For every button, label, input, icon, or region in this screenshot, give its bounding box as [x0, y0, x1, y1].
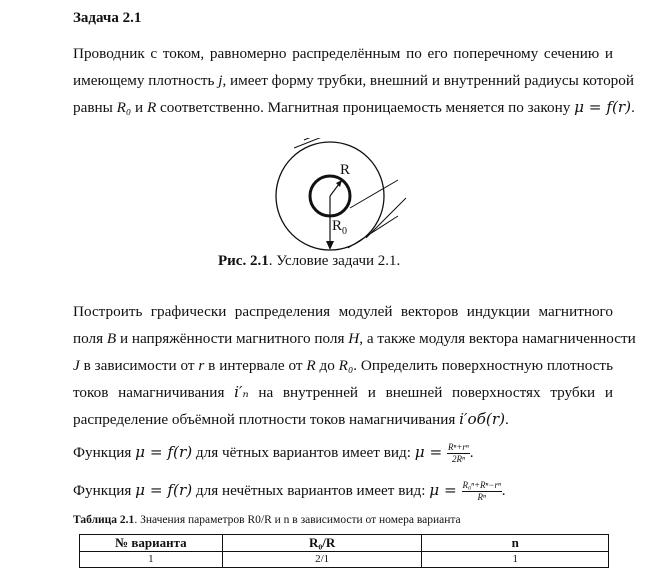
cell-variant: 1 — [80, 552, 223, 568]
intro-paragraph — [73, 40, 635, 121]
task-line-2: поля B и напряжённости магнитного поля H, а также модуля вектора намагниченности — [73, 330, 636, 347]
table-header-row — [80, 535, 609, 552]
radius-r0-arrowhead — [326, 241, 334, 250]
task-line-1: Построить графически распределения модулей векторов индукции магнитного — [73, 303, 613, 320]
tube-line-outer — [348, 216, 398, 248]
tube-line-inner — [350, 180, 398, 208]
table-caption: Таблица 2.1. Значения параметров R0/R и n в зависимости от номера варианта — [73, 514, 461, 526]
figure-caption: Рис. 2.1. Условие задачи 2.1. — [218, 253, 401, 269]
odd-fraction: $\frac{\text{R₀ⁿ+Rⁿ−rⁿ}}{\text{Rⁿ}}$ — [462, 480, 501, 502]
header-variant: № варианта — [80, 535, 223, 552]
table-row — [80, 552, 609, 568]
header-n: n — [422, 535, 609, 552]
intro-line-3: равны R₀ и R соответственно. Магнитная проницаемость меняется по закону μ = f(r). — [73, 98, 635, 116]
intro-line-1: Проводник с током, равномерно распределённым по его поперечному сечению и — [73, 45, 613, 62]
intro-line-2: имеющему плотность j, имеет форму трубки, внешний и внутренний радиусы которой — [73, 72, 634, 89]
tube-cross-section-figure — [248, 138, 418, 253]
params-table — [79, 534, 609, 568]
task-line-5: распределение объёмной плотности токов намагничивания i′об(r). — [73, 410, 509, 428]
function-even: Функция μ = f(r) для чётных вариантов имеет вид: μ = $\frac{\text{Rⁿ+rⁿ}}{\text{2Rⁿ}}$ . — [73, 442, 474, 464]
tube-line-outer-2 — [366, 198, 406, 238]
task-line-3: J в зависимости от r в интервале от R до R₀. Определить поверхностную плотность — [73, 357, 613, 374]
cell-ratio: 2/1 — [222, 552, 422, 568]
label-r: R — [340, 162, 351, 178]
task-paragraph — [73, 298, 636, 433]
label-r0: $R_0$ — [332, 218, 348, 237]
even-fraction: $\frac{\text{Rⁿ+rⁿ}}{\text{2Rⁿ}}$ — [448, 442, 469, 464]
function-odd: Функция μ = f(r) для нечётных вариантов имеет вид: μ = $\frac{\text{R₀ⁿ+Rⁿ−rⁿ}}{\text{Rⁿ}}$ . — [73, 480, 506, 502]
task-title: Задача 2.1 — [73, 10, 142, 26]
tube-line-top — [304, 138, 358, 140]
cell-n: 1 — [422, 552, 609, 568]
header-ratio: R₀/R — [222, 535, 422, 552]
task-line-4: токов намагничивания i′ₙ на внутренней и внешней поверхностях трубки и — [73, 383, 613, 401]
